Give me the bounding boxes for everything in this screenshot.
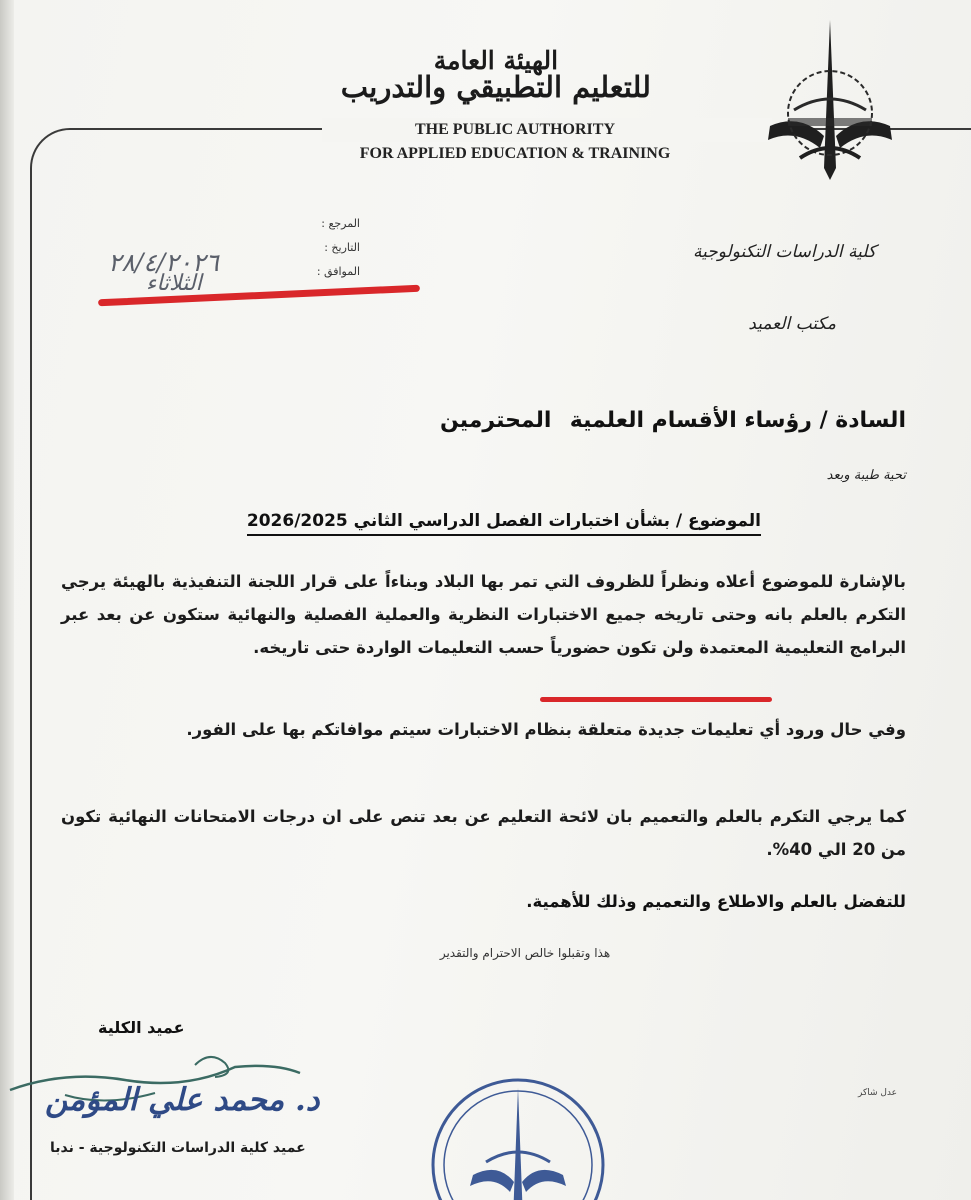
paaet-emblem-icon: [760, 18, 900, 183]
respected-label: المحترمين: [440, 408, 552, 433]
closing-line: للتفضل بالعلم والاطلاع والتعميم وذلك للأهمية.: [526, 892, 906, 911]
org-name-en-line1: THE PUBLIC AUTHORITY: [414, 121, 616, 138]
equivalent-label: الموافق :: [316, 265, 360, 278]
org-name-ar-line1: الهيئة العامة: [433, 46, 559, 75]
red-underline-annotation: [540, 697, 772, 702]
org-name-en-line2: FOR APPLIED EDUCATION & TRAINING: [359, 145, 671, 162]
dean-office: مكتب العميد: [748, 314, 836, 334]
org-name-arabic: [341, 48, 651, 102]
subject-line: الموضوع / بشأن اختبارات الفصل الدراسي الثاني 2026/2025: [247, 511, 761, 536]
body-paragraph-1: بالإشارة للموضوع أعلاه ونظراً للظروف التي تمر بها البلاد وبناءاً على قرار اللجنة التنفيذية بالهيئة يرجي التكرم بالعلم بانه وحتى تاريخه جميع الاختبارات النظرية والعملية الفصلية والنهائية ستكون عن بعد عبر البرامج التعليمية المعتمدة ولن تكون حضورياً حسب التعليمات الواردة حتى تاريخه.: [61, 572, 906, 657]
dean-title: عميد الكلية: [98, 1018, 185, 1037]
regards-line: هذا وتقبلوا خالص الاحترام والتقدير: [439, 946, 611, 960]
paper-edge-shadow: [0, 0, 14, 1200]
signatory-name: د. محمد علي المؤمن: [45, 1082, 320, 1118]
ref-label: المرجع :: [321, 217, 360, 230]
body-paragraph-2: وفي حال ورود أي تعليمات جديدة متعلقة بنظام الاختبارات سيتم موافاتكم بها على الفور.: [186, 720, 906, 739]
typist-initials: عدل شاكر: [858, 1088, 898, 1098]
college-name: كلية الدراسات التكنولوجية: [692, 242, 876, 262]
official-stamp-icon: [428, 1070, 608, 1200]
handwritten-day: الثلاثاء: [146, 271, 202, 296]
date-label: التاريخ :: [324, 241, 360, 254]
addressee: السادة / رؤساء الأقسام العلمية: [569, 408, 906, 433]
org-name-ar-line2: للتعليم التطبيقي والتدريب: [340, 70, 651, 104]
handwritten-date: ٢٨/٤/٢٠٢٦: [108, 248, 219, 277]
org-name-english: [350, 118, 680, 166]
body-paragraph-3: كما يرجي التكرم بالعلم والتعميم بان لائحة التعليم عن بعد تنص على ان درجات الامتحانات النهائية تكون من 20 الي 40%.: [61, 807, 906, 859]
greeting: تحية طيبة وبعد: [826, 468, 906, 483]
signatory-caption: عميد كلية الدراسات التكنولوجية - ندبا: [50, 1140, 306, 1156]
